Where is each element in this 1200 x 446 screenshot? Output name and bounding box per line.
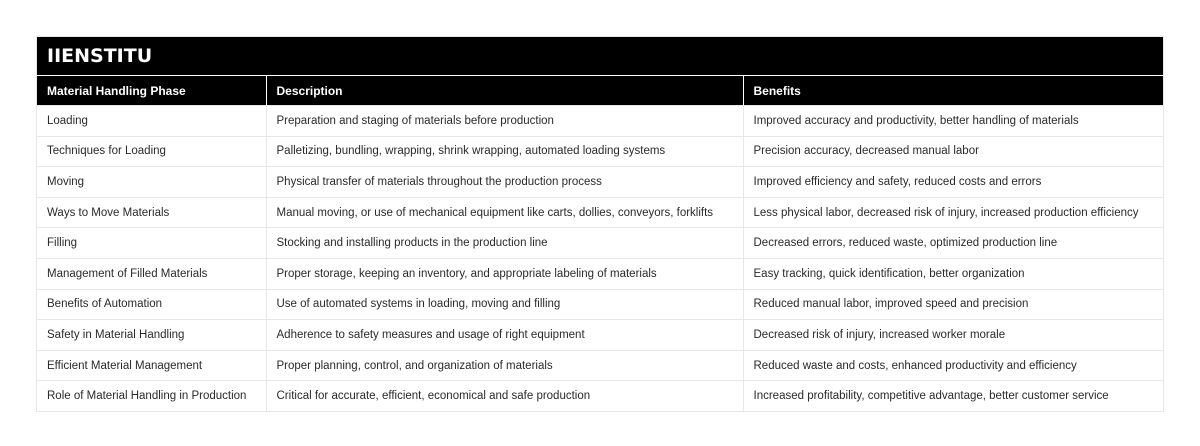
cell-benefits: Increased profitability, competitive advantage, better customer service xyxy=(743,381,1163,412)
cell-benefits: Decreased risk of injury, increased worker morale xyxy=(743,320,1163,351)
cell-description: Adherence to safety measures and usage of right equipment xyxy=(266,320,743,351)
cell-benefits: Reduced waste and costs, enhanced productivity and efficiency xyxy=(743,350,1163,381)
material-handling-table xyxy=(37,75,1163,411)
cell-phase: Efficient Material Management xyxy=(37,350,266,381)
cell-description: Use of automated systems in loading, moving and filling xyxy=(266,289,743,320)
cell-benefits: Precision accuracy, decreased manual labor xyxy=(743,136,1163,167)
table-row xyxy=(37,381,1163,412)
cell-benefits: Improved accuracy and productivity, better handling of materials xyxy=(743,106,1163,137)
cell-description: Manual moving, or use of mechanical equipment like carts, dollies, conveyors, forklifts xyxy=(266,197,743,228)
cell-phase: Safety in Material Handling xyxy=(37,320,266,351)
brand-title: IIENSTITU xyxy=(37,37,1163,75)
cell-description: Preparation and staging of materials before production xyxy=(266,106,743,137)
table-row xyxy=(37,228,1163,259)
cell-benefits: Easy tracking, quick identification, better organization xyxy=(743,258,1163,289)
table-row xyxy=(37,258,1163,289)
column-header-description: Description xyxy=(266,76,743,106)
column-header-phase: Material Handling Phase xyxy=(37,76,266,106)
cell-description: Critical for accurate, efficient, economical and safe production xyxy=(266,381,743,412)
table-row xyxy=(37,167,1163,198)
table-row xyxy=(37,136,1163,167)
table-body xyxy=(37,106,1163,412)
cell-phase: Loading xyxy=(37,106,266,137)
cell-description: Palletizing, bundling, wrapping, shrink wrapping, automated loading systems xyxy=(266,136,743,167)
cell-phase: Benefits of Automation xyxy=(37,289,266,320)
cell-phase: Filling xyxy=(37,228,266,259)
header-row xyxy=(37,76,1163,106)
table-header xyxy=(37,76,1163,106)
table-row xyxy=(37,106,1163,137)
cell-phase: Moving xyxy=(37,167,266,198)
cell-description: Stocking and installing products in the production line xyxy=(266,228,743,259)
cell-benefits: Improved efficiency and safety, reduced costs and errors xyxy=(743,167,1163,198)
column-header-benefits: Benefits xyxy=(743,76,1163,106)
table-row xyxy=(37,289,1163,320)
cell-description: Proper planning, control, and organization of materials xyxy=(266,350,743,381)
cell-phase: Management of Filled Materials xyxy=(37,258,266,289)
cell-benefits: Decreased errors, reduced waste, optimized production line xyxy=(743,228,1163,259)
data-table-container xyxy=(36,36,1164,412)
table-row xyxy=(37,320,1163,351)
cell-description: Physical transfer of materials throughout the production process xyxy=(266,167,743,198)
table-row xyxy=(37,197,1163,228)
cell-benefits: Reduced manual labor, improved speed and precision xyxy=(743,289,1163,320)
cell-benefits: Less physical labor, decreased risk of injury, increased production efficiency xyxy=(743,197,1163,228)
table-row xyxy=(37,350,1163,381)
cell-phase: Role of Material Handling in Production xyxy=(37,381,266,412)
cell-phase: Ways to Move Materials xyxy=(37,197,266,228)
cell-description: Proper storage, keeping an inventory, and appropriate labeling of materials xyxy=(266,258,743,289)
cell-phase: Techniques for Loading xyxy=(37,136,266,167)
